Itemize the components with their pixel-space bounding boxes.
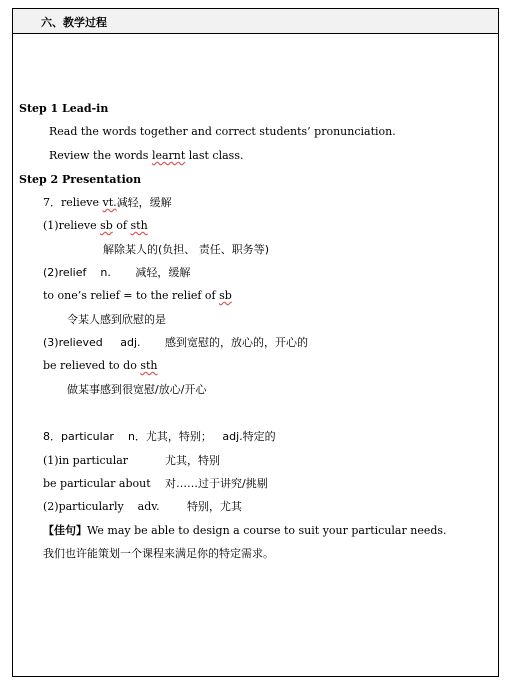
example-sentence-cn: 我们也许能策划一个课程来满足你的特定需求。: [43, 547, 274, 560]
step1-line2: [49, 149, 243, 163]
step1-line1: Read the words together and correct students’ pronunciation.: [49, 125, 396, 138]
text-segment: (1)relieve: [43, 219, 101, 232]
sentence-tag: 【佳句】: [43, 524, 87, 537]
sentence-en: We may be able to design a course to suit your particular needs.: [87, 524, 447, 537]
particular-p1b-cn: 对……过于讲究/挑剔: [165, 477, 268, 490]
text-segment: to one’s relief = to the relief of: [43, 289, 220, 302]
section-header: [13, 9, 498, 34]
text-segment: of: [112, 219, 131, 232]
particular-p1-cn: 尤其，特别: [165, 454, 220, 467]
relieve-p2-expr: [43, 289, 232, 303]
section-title: 六、教学过程: [41, 16, 107, 29]
particular-p2-cn: 特别，尤其: [187, 500, 242, 513]
text-segment: learnt: [151, 149, 186, 162]
example-sentence: [43, 524, 447, 538]
particular-p2-en: (2)particularly adv.: [43, 500, 160, 513]
text-segment: sb: [100, 219, 113, 232]
relieve-p2-cn: 令某人感到欣慰的是: [67, 313, 166, 326]
particular-p1b-en: be particular about: [43, 477, 151, 490]
relieve-p2: (2)relief n. 减轻，缓解: [43, 266, 191, 279]
particular-head: 8．particular n．尤其，特别； adj.特定的: [43, 430, 276, 443]
text-segment: 7．relieve: [43, 196, 103, 209]
text-segment: 减轻，缓解: [116, 196, 172, 209]
text-segment: be relieved to do: [43, 359, 141, 372]
relieve-p1-cn: 解除某人的(负担、 责任、职务等): [103, 243, 270, 256]
text-segment: vt.: [102, 196, 117, 209]
text-segment: last class.: [185, 149, 244, 162]
step1-title: Step 1 Lead-in: [19, 102, 109, 115]
text-segment: Review the words: [49, 149, 152, 162]
particular-p1-en: (1)in particular: [43, 454, 129, 467]
text-segment: sb: [219, 289, 232, 302]
text-segment: sth: [130, 219, 148, 232]
relieve-p3: (3)relieved adj. 感到宽慰的，放心的，开心的: [43, 336, 309, 349]
relieve-p1: [43, 219, 148, 233]
text-segment: sth: [140, 359, 158, 372]
step2-title: Step 2 Presentation: [19, 173, 142, 186]
relieve-head: [43, 196, 172, 210]
relieve-p3-cn: 做某事感到很宽慰/放心/开心: [67, 383, 207, 396]
relieve-p3-expr: [43, 359, 157, 373]
